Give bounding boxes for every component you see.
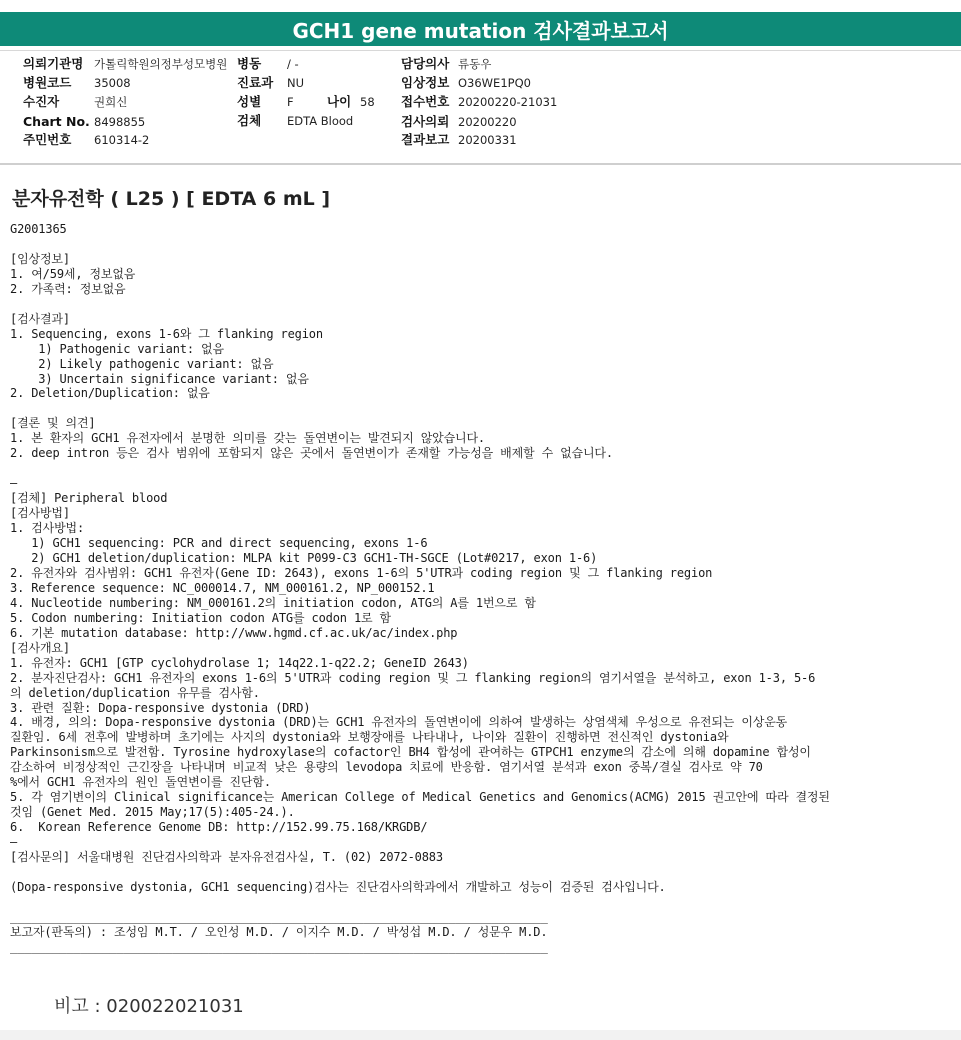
doctor-label: 담당의사	[401, 56, 450, 71]
receipt-no-value: 20200220-21031	[458, 95, 558, 109]
department-label: 진료과	[237, 75, 274, 90]
institution-label: 의뢰기관명	[23, 56, 84, 71]
age-label: 나이	[327, 94, 352, 109]
patient-info-panel	[0, 50, 961, 165]
sex-value: F	[287, 95, 294, 109]
request-date-label: 검사의뢰	[401, 114, 450, 129]
section-title: 분자유전학 ( L25 ) [ EDTA 6 mL ]	[12, 188, 331, 210]
specimen-label: 검체	[237, 113, 262, 128]
report-content	[0, 166, 961, 1030]
resident-no-value: 610314-2	[94, 133, 150, 147]
age-value: 58	[360, 95, 375, 109]
doctor-value: 류동우	[458, 57, 492, 71]
report-title: GCH1 gene mutation 검사결과보고서	[0, 12, 961, 46]
receipt-no-label: 접수번호	[401, 94, 450, 109]
chart-no-label: Chart No.	[23, 114, 90, 129]
note-line	[54, 992, 244, 1018]
report-date-label: 결과보고	[401, 132, 450, 147]
hospital-code-value: 35008	[94, 76, 131, 90]
footer-strip	[0, 1030, 961, 1040]
report-body: G2001365 [임상정보] 1. 여/59세, 정보없음 2. 가족력: 정보없음 [검사결과] 1. Sequencing, exons 1-6와 그 flanking region 1) Pathogenic variant: 없음 2) Likely pathogenic variant: 없음 3) Uncertain significance variant: 없음 2. Deletion/Duplication: 없음 [결론 및 의견] 1. 본 환자의 GCH1 유전자에서 분명한 의미를 갖는 돌연변이는 발견되지 않았습니다. 2. deep intron 등은 검사 범위에 포함되지 않은 곳에서 돌연변이가 존재할 가능성을 배제할 수 없습니다. — [검체] Peripheral blood [검사방법] 1. 검사방법: 1) GCH1 sequencing: PCR and direct sequencing, exons 1-6 2) GCH1 deletion/duplication: MLPA kit P099-C3 GCH1-TH-SGCE (Lot#0217, exon 1-6) 2. 유전자와 검사범위: GCH1 유전자(Gene ID: 2643), exons 1-6의 5'UTR과 coding region 및 그 flanking region 3. Reference sequence: NC_000014.7, NM_000161.2, NP_000152.1 4. Nucleotide numbering: NM_000161.2의 initiation codon, ATG의 A를 1번으로 함 5. Codon numbering: Initiation codon ATG를 codon 1로 함 6. 기본 mutation database: http://www.hgmd.cf.ac.uk/ac/index.php [검사개요] 1. 유전자: GCH1 [GTP cyclohydrolase 1; 14q22.1-q22.2; GeneID 2643) 2. 분자진단검사: GCH1 유전자의 exons 1-6의 5'UTR과 coding region 및 그 flanking region의 염기서열을 분석하고, exon 1-3, 5-6 의 deletion/duplication 유무를 검사함. 3. 관련 질환: Dopa-responsive dystonia (DRD) 4. 배경, 의의: Dopa-responsive dystonia (DRD)는 GCH1 유전자의 돌연변이에 의하여 발생하는 상염색체 우성으로 유전되는 이상운동 질환임. 6세 전후에 발병하며 초기에는 사지의 dystonia와 보행장애를 나타내나, 나이와 질환이 진행하면 전신적인 dystonia와 Parkinsonism으로 발전함. Tyrosine hydroxylase의 cofactor인 BH4 합성에 관여하는 GTPCH1 enzyme의 감소에 의해 dopamine 합성이 감소하여 비정상적인 근긴장을 나타내며 비교적 낮은 용량의 levodopa 치료에 반응함. 염기서열 분석과 exon 중복/결실 검사로 약 70 %에서 GCH1 유전자의 원인 돌연변이를 진단함. 5. 각 염기변이의 Clinical significance는 American College of Medical Genetics and Genomics(ACMG) 2015 권고안에 따라 결정된 것임 (Genet Med. 2015 May;17(5):405-24.). 6. Korean Reference Genome DB: http://152.99.75.168/KRGDB/ — [검사문의] 서울대병원 진단검사의학과 분자유전검사실, T. (02) 2072-0883 (Dopa-responsive dystonia, GCH1 sequencing)검사는 진단검사의학과에서 개발하고 성능이 검증된 검사입니다. ____________________________________________________________________________ 보고자(판독의) : 조성임 M.T. / 오인성 M.D. / 이지수 M.D. / 박성섭 M.D. / 성문우 M.D. ____________________________________________________________________________	[10, 222, 830, 954]
report-date-value: 20200331	[458, 133, 517, 147]
sex-label: 성별	[237, 94, 262, 109]
department-value: NU	[287, 76, 305, 90]
specimen-value: EDTA Blood	[287, 114, 354, 128]
patient-value: 권희신	[94, 95, 128, 109]
chart-no-value: 8498855	[94, 115, 146, 129]
ward-value: / -	[287, 57, 299, 71]
patient-label: 수진자	[23, 94, 60, 109]
clinical-info-label: 임상정보	[401, 75, 450, 90]
institution-value: 가톨릭학원의정부성모병원	[94, 57, 228, 71]
note-value: 020022021031	[106, 996, 244, 1017]
clinical-info-value: O36WE1PQ0	[458, 76, 531, 90]
request-date-value: 20200220	[458, 115, 517, 129]
hospital-code-label: 병원코드	[23, 75, 72, 90]
resident-no-label: 주민번호	[23, 132, 72, 147]
note-label: 비고 :	[54, 996, 101, 1017]
ward-label: 병동	[237, 56, 262, 71]
